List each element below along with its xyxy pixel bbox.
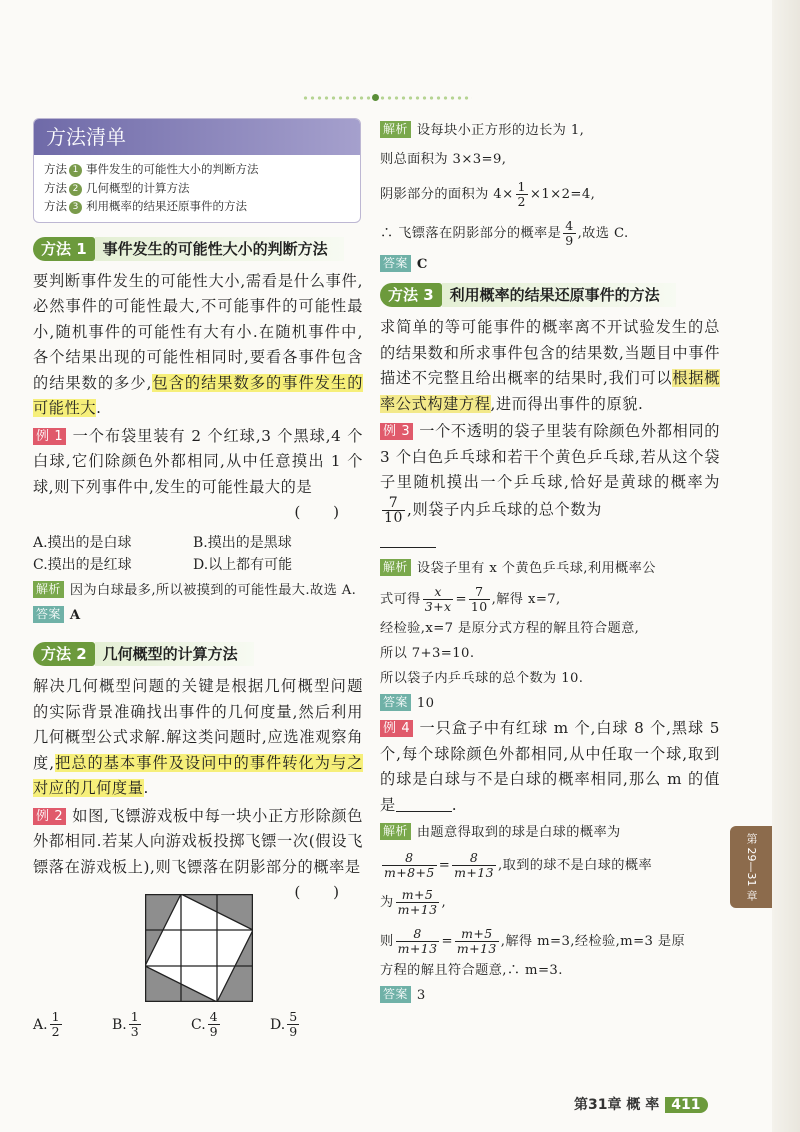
analysis-3-line-2: [380, 585, 720, 614]
numerator: m+5: [396, 888, 440, 903]
analysis-text: ,解得 m=3,经检验,m=3 是原: [500, 934, 686, 949]
example-text: 一个布袋里装有 2 个红球,3 个黑球,4 个白球,它们除颜色外都相同,从中任意摸出 1 个球,则下列事件中,发生的可能性最大的是: [33, 426, 363, 496]
answer-tag: 答案: [380, 694, 411, 711]
answer-value: 10: [416, 696, 435, 711]
option-label: A.: [33, 1016, 48, 1033]
denominator: 2: [517, 194, 526, 209]
analysis-3-line-1: [380, 556, 720, 581]
denominator: m+13: [456, 941, 497, 956]
fraction: [469, 585, 490, 614]
analysis-text: 设每块小正方形的边长为 1,: [416, 123, 585, 138]
option-label: D.: [270, 1016, 286, 1033]
analysis-text: 为: [380, 895, 394, 910]
fill-in-blank: [380, 533, 436, 548]
method-2-body: [33, 674, 363, 802]
chapter-title: 第31章 概 率: [574, 1097, 660, 1113]
example-2: [33, 804, 363, 901]
answer-2: [380, 252, 720, 277]
option-label: B.: [112, 1016, 127, 1033]
example-3-blank: [380, 529, 720, 555]
fill-in-blank: [396, 797, 452, 812]
fraction: [452, 851, 496, 880]
example-tag: 例 2: [33, 808, 66, 825]
method-3-body: [380, 315, 720, 417]
analysis-2-line-3: [380, 180, 720, 209]
equals-sign: =: [455, 592, 467, 607]
option-d: D.以上都有可能: [193, 557, 293, 573]
analysis-4-line-2: [380, 851, 720, 880]
example-text: 一个不透明的袋子里装有除颜色外都相同的 3 个白色乒乓球和若干个黄色乒乓球,若从这个袋子里随机摸出一个乒乓球,恰好是黄球的概率为: [380, 422, 720, 491]
method-lead: 方法: [44, 162, 67, 176]
fraction: [129, 1010, 141, 1039]
answer-paren: ( ): [294, 503, 353, 521]
numerator: 7: [382, 496, 405, 511]
denominator: m+8+5: [384, 865, 435, 880]
method-1-body: [33, 269, 363, 422]
dartboard-figure: [145, 894, 253, 1002]
answer-tag: 答案: [380, 255, 411, 272]
answer-1: [33, 603, 363, 628]
answer-tag: 答案: [380, 986, 411, 1003]
example-2-options: [33, 1010, 363, 1039]
analysis-text: ×1×2=4,: [529, 187, 596, 202]
analysis-text: 阴影部分的面积为 4×: [380, 187, 514, 202]
option-a: A.摸出的是白球: [33, 535, 132, 551]
method-1-name: 事件发生的可能性大小的判断方法: [95, 237, 344, 261]
method-text: 事件发生的可能性大小的判断方法: [86, 162, 259, 176]
method-list-item: [44, 179, 350, 198]
method-list-box: [33, 118, 361, 223]
example-tag: 例 3: [380, 423, 413, 440]
fraction: [563, 219, 575, 248]
numerator: 4: [209, 1009, 218, 1024]
method-1-heading: [33, 237, 363, 263]
body-text-end: ,进而得出事件的原貌.: [490, 394, 644, 413]
right-column: [380, 118, 720, 1008]
fraction: [382, 496, 405, 525]
fraction: [455, 927, 499, 956]
numerator: 1: [51, 1009, 60, 1024]
fraction: [516, 180, 528, 209]
method-3-heading: [380, 283, 720, 309]
numerator: 8: [396, 927, 440, 942]
numerator: 8: [452, 851, 496, 866]
page-footer: [574, 1094, 708, 1114]
analysis-2-line-1: [380, 118, 720, 143]
analysis-3-line-3: 经检验,x=7 是原分式方程的解且符合题意,: [380, 621, 640, 636]
answer-paren: ( ): [294, 883, 353, 901]
body-text: 解决几何概型问题的关键是根据几何概型问题的实际背景准确找出事件的几何度量,然后利用几何概型公式求解.解这类问题时,应选准观察角度,: [33, 677, 363, 772]
answer-tag: 答案: [33, 606, 64, 623]
body-text: 求简单的等可能事件的概率离不开试验发生的总的结果数和所求事件包含的结果数,当题目中事件描述不完整且给出概率的结果时,我们可以: [380, 318, 720, 387]
option-b: [112, 1010, 191, 1039]
method-1-tag: 方法 1: [33, 237, 95, 261]
analysis-text: 设袋子里有 x 个黄色乒乓球,利用概率公: [416, 561, 656, 576]
method-lead: 方法: [44, 180, 67, 195]
denominator: 3+x: [424, 599, 452, 614]
numerator: x: [423, 585, 454, 600]
analysis-text: ,取到的球不是白球的概率: [498, 858, 653, 873]
answer-value: C: [416, 257, 428, 272]
analysis-text: ∴ 飞镖落在阴影部分的概率是: [380, 226, 562, 241]
equals-sign: =: [438, 858, 451, 873]
equals-sign: =: [441, 934, 453, 949]
option-d: [270, 1010, 349, 1039]
analysis-text: ,故选 C.: [577, 226, 629, 241]
method-3-name: 利用概率的结果还原事件的方法: [442, 283, 676, 307]
method-list-item: [44, 197, 350, 216]
denominator: m+13: [397, 902, 438, 917]
analysis-4-line-1: [380, 820, 720, 845]
analysis-3-line-4: 所以 7+3=10.: [380, 646, 475, 661]
method-lead: 方法: [44, 199, 67, 213]
analysis-2-line-4: [380, 219, 720, 248]
analysis-2-line-2: 则总面积为 3×3=9,: [380, 152, 507, 167]
body-text-end: .: [143, 779, 149, 797]
denominator: 9: [289, 1024, 298, 1039]
analysis-tag: 解析: [380, 121, 411, 138]
analysis-tag: 解析: [33, 581, 64, 598]
number-badge-icon: 2: [69, 183, 82, 196]
method-2-tag: 方法 2: [33, 642, 95, 666]
numerator: 4: [565, 218, 574, 233]
numerator: 1: [517, 179, 526, 194]
denominator: 9: [209, 1024, 218, 1039]
example-tag: 例 1: [33, 428, 66, 445]
decorative-dots: [302, 95, 472, 101]
fraction: [423, 585, 454, 614]
number-badge-icon: 3: [69, 201, 82, 214]
answer-4: [380, 983, 720, 1008]
analysis-4-line-4: [380, 927, 720, 956]
fraction: [50, 1010, 62, 1039]
analysis-text: 由题意得取到的球是白球的概率为: [416, 825, 621, 840]
highlighted-text: 包含的结果数多的事件发生的可能性大: [33, 373, 363, 417]
page-edge: [772, 0, 800, 1132]
denominator: 9: [565, 233, 574, 248]
denominator: 10: [384, 509, 404, 526]
analysis-text: ,解得 x=7,: [491, 592, 561, 607]
answer-value: A: [69, 608, 81, 623]
highlighted-text: 根据概率公式构建方程: [380, 369, 720, 413]
option-c: [191, 1010, 270, 1039]
method-2-name: 几何概型的计算方法: [95, 642, 254, 666]
analysis-text: 因为白球最多,所以被摸到的可能性最大.故选 A.: [69, 583, 357, 598]
number-badge-icon: 1: [69, 164, 82, 177]
denominator: 2: [51, 1024, 60, 1039]
option-label: C.: [191, 1016, 206, 1033]
analysis-4-line-3: [380, 888, 720, 917]
analysis-3-line-5: 所以袋子内乒乓球的总个数为 10.: [380, 671, 584, 686]
fraction: [208, 1010, 220, 1039]
left-column: [33, 118, 363, 1039]
example-4: 例 4 一只盒子中有红球 m 个,白球 8 个,黑球 5 个,每个球除颜色外都相同,从中任取一个球,取到的球是白球与不是白球的概率相同,那么 m 的值是 .: [380, 719, 720, 814]
analysis-1: [33, 578, 363, 603]
paren-row: [33, 500, 363, 526]
method-list-title: 方法清单: [34, 119, 360, 155]
method-2-heading: [33, 642, 363, 668]
analysis-text: ,: [441, 895, 447, 910]
denominator: 10: [470, 599, 488, 614]
body-text-end: .: [96, 399, 102, 417]
numerator: 7: [469, 585, 490, 600]
analysis-text: 式可得: [380, 592, 421, 607]
example-1-options: [33, 532, 363, 576]
method-text: 利用概率的结果还原事件的方法: [86, 199, 247, 213]
method-list: [34, 155, 360, 222]
option-b: B.摸出的是黑球: [193, 535, 292, 551]
numerator: m+5: [455, 927, 499, 942]
option-c: C.摸出的是红球: [33, 557, 132, 573]
numerator: 8: [382, 851, 437, 866]
example-text: 一只盒子中有红球 m 个,白球 8 个,黑球 5 个,每个球除颜色外都相同,从中任取一个球,取到的球是白球与不是白球的概率相同,那么 m 的值是: [380, 719, 720, 814]
chapter-side-tab[interactable]: 第 29—31 章: [730, 826, 772, 908]
answer-3: [380, 691, 720, 716]
denominator: 3: [130, 1024, 139, 1039]
body-text: 要判断事件发生的可能性大小,需看是什么事件,必然事件的可能性最大,不可能事件的可能性最小,随机事件的可能性有大有小.在随机事件中,各个结果出现的可能性相同时,要看各事件包含的结果数的多少,: [33, 271, 363, 392]
answer-value: 3: [416, 988, 426, 1003]
fraction: [396, 927, 440, 956]
analysis-tag: 解析: [380, 559, 411, 576]
denominator: m+13: [454, 865, 495, 880]
page-number: 411: [665, 1097, 708, 1113]
example-text: 如图,飞镖游戏板中每一块小正方形除颜色外都相同.若某人向游戏板投掷飞镖一次(假设飞镖落在游戏板上),则飞镖落在阴影部分的概率是: [33, 806, 363, 876]
example-text: ,则袋子内乒乓球的总个数为: [407, 500, 602, 518]
option-a: [33, 1010, 112, 1039]
method-3-tag: 方法 3: [380, 283, 442, 307]
numerator: 5: [289, 1009, 298, 1024]
denominator: m+13: [397, 941, 438, 956]
numerator: 1: [130, 1009, 139, 1024]
analysis-tag: 解析: [380, 823, 411, 840]
highlighted-text: 把总的基本事件及设问中的事件转化为与之对应的几何度量: [33, 753, 363, 797]
analysis-4-line-5: 方程的解且符合题意,∴ m=3.: [380, 963, 563, 978]
method-list-item: [44, 160, 350, 179]
fraction: [396, 888, 440, 917]
fraction: [287, 1010, 299, 1039]
analysis-text: 则: [380, 934, 394, 949]
example-1: [33, 424, 363, 501]
method-text: 几何概型的计算方法: [86, 180, 190, 195]
example-3: [380, 419, 720, 525]
example-tag: 例 4: [380, 720, 413, 737]
fraction: [382, 851, 437, 880]
